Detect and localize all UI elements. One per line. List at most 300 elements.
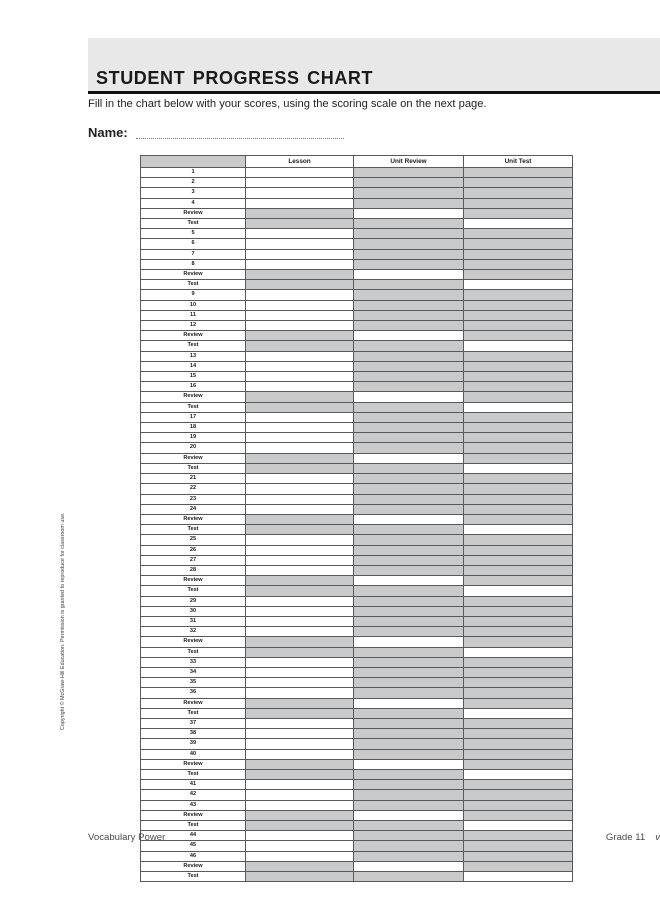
table-row-test [141,463,573,473]
blocked-cell-lesson [246,759,354,769]
blocked-cell-lesson [246,586,354,596]
score-cell-unit-test[interactable] [464,708,573,718]
score-cell-lesson[interactable] [246,474,354,484]
row-label-lesson-number: 4 [141,198,246,208]
table-row [141,545,573,555]
row-label-lesson-number: 5 [141,229,246,239]
blocked-cell-unit-review [354,249,464,259]
row-label-lesson-number: 40 [141,749,246,759]
table-row [141,739,573,749]
blocked-cell-unit-test [464,259,573,269]
blocked-cell-unit-review [354,718,464,728]
blocked-cell-unit-test [464,688,573,698]
blocked-cell-lesson [246,270,354,280]
blocked-cell-unit-review [354,341,464,351]
row-label-test: Test [141,341,246,351]
score-cell-lesson[interactable] [246,229,354,239]
score-cell-unit-review[interactable] [354,861,464,871]
blocked-cell-unit-review [354,729,464,739]
row-label-lesson-number: 3 [141,188,246,198]
row-label-lesson-number: 36 [141,688,246,698]
blocked-cell-unit-review [354,229,464,239]
row-label-lesson-number: 26 [141,545,246,555]
row-label-test: Test [141,280,246,290]
score-cell-unit-review[interactable] [354,392,464,402]
blocked-cell-lesson [246,208,354,218]
blocked-cell-unit-test [464,208,573,218]
table-row [141,790,573,800]
row-label-lesson-number: 34 [141,667,246,677]
score-cell-unit-test[interactable] [464,280,573,290]
blocked-cell-unit-review [354,790,464,800]
blocked-cell-unit-test [464,178,573,188]
blocked-cell-unit-test [464,667,573,677]
score-cell-lesson[interactable] [246,382,354,392]
blocked-cell-unit-review [354,443,464,453]
row-label-lesson-number: 37 [141,718,246,728]
blocked-cell-unit-review [354,657,464,667]
blocked-cell-unit-review [354,423,464,433]
table-row [141,412,573,422]
blocked-cell-unit-review [354,372,464,382]
score-cell-lesson[interactable] [246,290,354,300]
row-label-lesson-number: 41 [141,780,246,790]
blocked-cell-lesson [246,637,354,647]
table-row [141,535,573,545]
blocked-cell-unit-test [464,790,573,800]
blocked-cell-unit-test [464,739,573,749]
blocked-cell-unit-review [354,872,464,882]
row-label-lesson-number: 33 [141,657,246,667]
row-label-test: Test [141,647,246,657]
row-label-lesson-number: 12 [141,321,246,331]
blocked-cell-unit-test [464,229,573,239]
blocked-cell-unit-test [464,361,573,371]
blocked-cell-unit-review [354,545,464,555]
blocked-cell-unit-review [354,769,464,779]
blocked-cell-unit-test [464,331,573,341]
blocked-cell-lesson [246,821,354,831]
blocked-cell-unit-review [354,708,464,718]
blocked-cell-lesson [246,331,354,341]
table-row-test [141,586,573,596]
row-label-lesson-number: 23 [141,494,246,504]
blocked-cell-unit-test [464,616,573,626]
row-label-review: Review [141,331,246,341]
table-row-review [141,392,573,402]
blocked-cell-lesson [246,402,354,412]
table-row-review [141,514,573,524]
table-row [141,851,573,861]
score-cell-lesson[interactable] [246,178,354,188]
blocked-cell-unit-review [354,647,464,657]
blocked-cell-unit-test [464,321,573,331]
score-cell-lesson[interactable] [246,739,354,749]
score-cell-lesson[interactable] [246,423,354,433]
score-cell-lesson[interactable] [246,168,354,178]
score-cell-unit-review[interactable] [354,453,464,463]
blocked-cell-unit-test [464,678,573,688]
blocked-cell-unit-review [354,749,464,759]
blocked-cell-lesson [246,647,354,657]
name-field-row [88,126,344,140]
blocked-cell-unit-test [464,453,573,463]
row-label-lesson-number: 13 [141,351,246,361]
blocked-cell-unit-review [354,851,464,861]
score-cell-lesson[interactable] [246,596,354,606]
score-cell-unit-test[interactable] [464,586,573,596]
page-title: student progress chart [96,62,374,90]
blocked-cell-unit-review [354,178,464,188]
row-label-lesson-number: 17 [141,412,246,422]
score-cell-lesson[interactable] [246,321,354,331]
blocked-cell-unit-test [464,749,573,759]
score-cell-lesson[interactable] [246,188,354,198]
blocked-cell-unit-test [464,576,573,586]
footer-page-number: v [655,832,660,843]
table-row [141,596,573,606]
footer-book-title: Vocabulary Power [88,832,166,843]
score-cell-lesson[interactable] [246,198,354,208]
blocked-cell-unit-review [354,300,464,310]
score-cell-unit-test[interactable] [464,647,573,657]
score-cell-lesson[interactable] [246,688,354,698]
row-label-lesson-number: 20 [141,443,246,453]
row-label-review: Review [141,576,246,586]
column-header-lesson: Lesson [246,156,354,168]
blocked-cell-lesson [246,576,354,586]
row-label-lesson-number: 7 [141,249,246,259]
blocked-cell-unit-test [464,657,573,667]
table-row [141,239,573,249]
score-cell-lesson[interactable] [246,310,354,320]
table-row [141,616,573,626]
blocked-cell-unit-test [464,382,573,392]
score-cell-unit-test[interactable] [464,219,573,229]
score-cell-unit-review[interactable] [354,810,464,820]
row-label-lesson-number: 11 [141,310,246,320]
score-cell-unit-review[interactable] [354,208,464,218]
blocked-cell-unit-review [354,168,464,178]
table-row [141,310,573,320]
blocked-cell-unit-review [354,678,464,688]
blocked-cell-unit-review [354,780,464,790]
score-cell-lesson[interactable] [246,351,354,361]
row-label-lesson-number: 38 [141,729,246,739]
score-cell-lesson[interactable] [246,555,354,565]
score-cell-lesson[interactable] [246,249,354,259]
blocked-cell-unit-review [354,290,464,300]
column-header-unit-review: Unit Review [354,156,464,168]
blocked-cell-unit-test [464,249,573,259]
table-row-test [141,219,573,229]
table-row [141,259,573,269]
blocked-cell-unit-review [354,239,464,249]
blocked-cell-unit-test [464,718,573,728]
row-label-lesson-number: 15 [141,372,246,382]
row-label-review: Review [141,514,246,524]
table-row [141,657,573,667]
blocked-cell-unit-test [464,514,573,524]
table-row-review [141,637,573,647]
score-cell-lesson[interactable] [246,667,354,677]
blocked-cell-unit-test [464,300,573,310]
score-cell-unit-review[interactable] [354,576,464,586]
table-row-review [141,453,573,463]
score-cell-unit-review[interactable] [354,759,464,769]
row-label-lesson-number: 1 [141,168,246,178]
score-cell-lesson[interactable] [246,484,354,494]
score-cell-lesson[interactable] [246,565,354,575]
blocked-cell-unit-test [464,474,573,484]
blocked-cell-unit-test [464,188,573,198]
blocked-cell-unit-test [464,627,573,637]
row-label-review: Review [141,810,246,820]
score-cell-unit-test[interactable] [464,872,573,882]
row-label-lesson-number: 6 [141,239,246,249]
blocked-cell-unit-test [464,596,573,606]
blocked-cell-unit-test [464,637,573,647]
table-row [141,749,573,759]
blocked-cell-unit-review [354,586,464,596]
table-row [141,565,573,575]
table-row [141,372,573,382]
blocked-cell-unit-test [464,198,573,208]
score-cell-lesson[interactable] [246,504,354,514]
blocked-cell-lesson [246,453,354,463]
blocked-cell-unit-review [354,800,464,810]
score-cell-unit-review[interactable] [354,270,464,280]
score-cell-lesson[interactable] [246,627,354,637]
row-label-test: Test [141,402,246,412]
blocked-cell-unit-test [464,351,573,361]
score-cell-lesson[interactable] [246,606,354,616]
score-cell-lesson[interactable] [246,616,354,626]
table-row [141,382,573,392]
blocked-cell-unit-review [354,606,464,616]
row-label-review: Review [141,453,246,463]
table-row [141,504,573,514]
blocked-cell-unit-review [354,688,464,698]
blocked-cell-lesson [246,861,354,871]
blocked-cell-unit-test [464,759,573,769]
score-cell-lesson[interactable] [246,433,354,443]
blocked-cell-unit-test [464,698,573,708]
score-cell-lesson[interactable] [246,729,354,739]
blocked-cell-unit-test [464,310,573,320]
blocked-cell-unit-test [464,504,573,514]
score-cell-lesson[interactable] [246,443,354,453]
table-row [141,229,573,239]
table-row [141,474,573,484]
blocked-cell-lesson [246,525,354,535]
blocked-cell-unit-review [354,280,464,290]
score-cell-lesson[interactable] [246,851,354,861]
footer-grade: Grade 11 [605,832,646,843]
blocked-cell-unit-review [354,412,464,422]
row-label-lesson-number: 18 [141,423,246,433]
score-cell-lesson[interactable] [246,239,354,249]
score-cell-unit-review[interactable] [354,331,464,341]
blocked-cell-lesson [246,872,354,882]
blocked-cell-lesson [246,392,354,402]
table-row-test [141,769,573,779]
blocked-cell-lesson [246,698,354,708]
blocked-cell-lesson [246,810,354,820]
score-cell-lesson[interactable] [246,535,354,545]
row-label-lesson-number: 28 [141,565,246,575]
row-label-lesson-number: 16 [141,382,246,392]
row-label-review: Review [141,270,246,280]
score-cell-lesson[interactable] [246,800,354,810]
row-label-test: Test [141,708,246,718]
blocked-cell-unit-review [354,433,464,443]
score-cell-unit-test[interactable] [464,463,573,473]
table-row [141,433,573,443]
score-cell-lesson[interactable] [246,749,354,759]
row-label-review: Review [141,759,246,769]
table-row [141,800,573,810]
blocked-cell-unit-test [464,423,573,433]
blocked-cell-lesson [246,463,354,473]
blocked-cell-unit-test [464,861,573,871]
blocked-cell-unit-review [354,484,464,494]
row-label-lesson-number: 14 [141,361,246,371]
score-cell-unit-test[interactable] [464,525,573,535]
blocked-cell-lesson [246,341,354,351]
blocked-cell-unit-test [464,565,573,575]
table-row-review [141,810,573,820]
blocked-cell-unit-review [354,627,464,637]
row-label-lesson-number: 29 [141,596,246,606]
name-input-line[interactable] [136,126,344,139]
blocked-cell-unit-test [464,484,573,494]
score-cell-lesson[interactable] [246,300,354,310]
blocked-cell-unit-review [354,535,464,545]
score-cell-lesson[interactable] [246,361,354,371]
blocked-cell-unit-review [354,463,464,473]
blocked-cell-unit-review [354,219,464,229]
blocked-cell-unit-test [464,290,573,300]
table-row [141,198,573,208]
score-cell-lesson[interactable] [246,657,354,667]
score-cell-unit-review[interactable] [354,637,464,647]
blocked-cell-unit-review [354,525,464,535]
name-label: Name: [88,125,128,140]
blocked-cell-unit-review [354,565,464,575]
table-row-review [141,331,573,341]
row-label-review: Review [141,392,246,402]
row-label-review: Review [141,698,246,708]
table-row [141,606,573,616]
table-row-test [141,872,573,882]
row-label-review: Review [141,637,246,647]
blocked-cell-lesson [246,280,354,290]
table-row [141,555,573,565]
table-row [141,667,573,677]
blocked-cell-unit-review [354,494,464,504]
table-row [141,627,573,637]
row-label-lesson-number: 35 [141,678,246,688]
row-label-test: Test [141,525,246,535]
score-cell-unit-review[interactable] [354,698,464,708]
table-row-review [141,759,573,769]
row-label-lesson-number: 24 [141,504,246,514]
blocked-cell-unit-test [464,780,573,790]
table-row [141,351,573,361]
score-cell-lesson[interactable] [246,494,354,504]
blocked-cell-unit-review [354,474,464,484]
table-row [141,443,573,453]
blocked-cell-unit-review [354,821,464,831]
row-label-lesson-number: 8 [141,259,246,269]
score-cell-unit-test[interactable] [464,341,573,351]
score-cell-lesson[interactable] [246,259,354,269]
row-label-lesson-number: 2 [141,178,246,188]
table-header [141,156,573,168]
score-cell-unit-review[interactable] [354,514,464,524]
score-cell-unit-test[interactable] [464,769,573,779]
title-rule [88,91,660,94]
table-row [141,249,573,259]
score-cell-lesson[interactable] [246,372,354,382]
table-row-review [141,270,573,280]
table-row [141,168,573,178]
blocked-cell-unit-review [354,259,464,269]
row-label-lesson-number: 19 [141,433,246,443]
blocked-cell-lesson [246,708,354,718]
row-label-lesson-number: 39 [141,739,246,749]
row-label-lesson-number: 44 [141,831,246,841]
page-footer [88,832,660,843]
blocked-cell-unit-test [464,168,573,178]
table-row [141,729,573,739]
score-cell-lesson[interactable] [246,718,354,728]
blocked-cell-unit-test [464,443,573,453]
score-cell-unit-test[interactable] [464,821,573,831]
row-label-lesson-number: 10 [141,300,246,310]
table-row [141,688,573,698]
student-progress-table [140,155,573,882]
table-row-review [141,861,573,871]
table-row [141,361,573,371]
score-cell-lesson[interactable] [246,780,354,790]
blocked-cell-unit-test [464,535,573,545]
table-row-test [141,280,573,290]
blocked-cell-unit-test [464,239,573,249]
table-row [141,678,573,688]
row-label-lesson-number: 21 [141,474,246,484]
table-row [141,188,573,198]
score-cell-lesson[interactable] [246,790,354,800]
score-cell-lesson[interactable] [246,678,354,688]
blocked-cell-unit-test [464,800,573,810]
row-label-lesson-number: 45 [141,841,246,851]
row-label-test: Test [141,586,246,596]
score-cell-lesson[interactable] [246,412,354,422]
footer-right-group [606,832,660,843]
blocked-cell-unit-review [354,310,464,320]
row-label-lesson-number: 22 [141,484,246,494]
blocked-cell-unit-review [354,667,464,677]
copyright-notice: Copyright © McGraw-Hill Education. Permission is granted to reproduce for classroom use. [60,512,66,730]
score-cell-unit-test[interactable] [464,402,573,412]
table-body [141,168,573,882]
blocked-cell-unit-test [464,494,573,504]
blocked-cell-unit-test [464,270,573,280]
blocked-cell-unit-review [354,351,464,361]
score-cell-lesson[interactable] [246,545,354,555]
